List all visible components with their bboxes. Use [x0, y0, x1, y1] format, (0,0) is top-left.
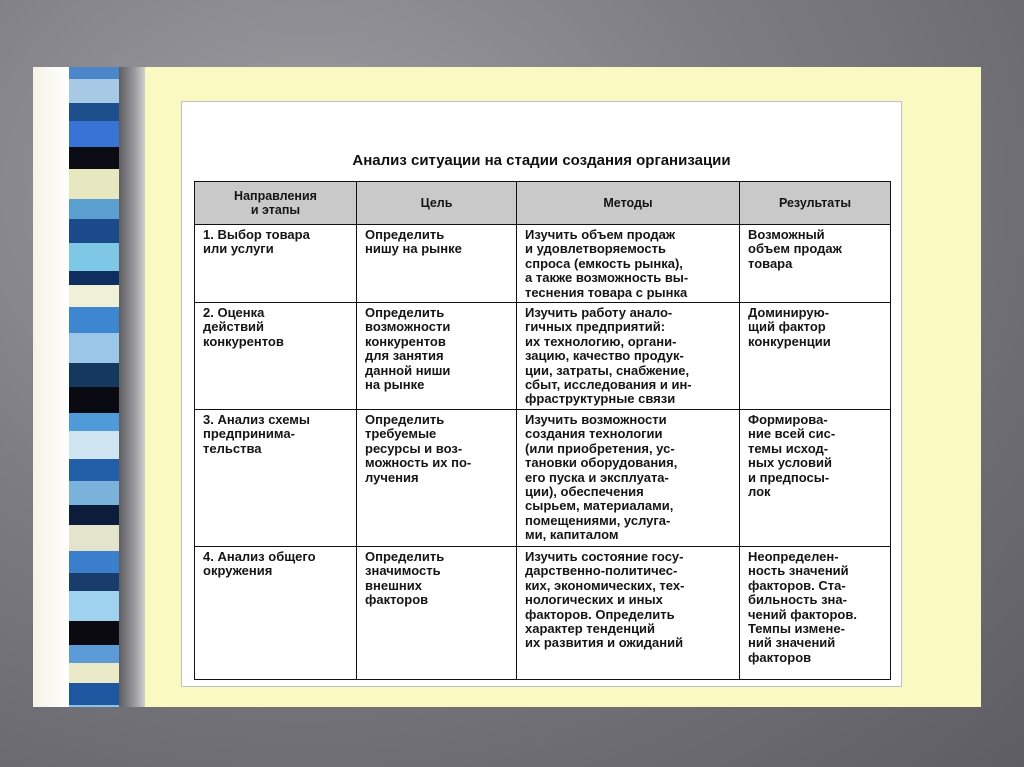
cell-stage: 2. Оценка действий конкурентов — [195, 303, 357, 410]
decorative-stripe — [69, 169, 119, 199]
cell-methods: Изучить работу анало- гичных предприятий: их технологию, органи- зацию, качество продук- ции, затраты, снабжение, сбыт, исследования и ин- фраструктурные связи — [517, 303, 740, 410]
decorative-stripe — [69, 481, 119, 505]
slide-left-white-band — [33, 67, 69, 707]
document-title: Анализ ситуации на стадии создания организации — [352, 152, 731, 169]
cell-methods: Изучить объем продаж и удовлетворяемость спроса (емкость рынка), а также возможность вы- теснения товара с рынка — [517, 225, 740, 303]
decorative-stripe — [69, 591, 119, 621]
scanned-document — [181, 101, 902, 687]
cell-stage: 1. Выбор товара или услуги — [195, 225, 357, 303]
decorative-stripe — [69, 363, 119, 387]
table-header-row — [195, 182, 891, 225]
decorative-stripe — [69, 307, 119, 333]
decorative-stripe — [69, 413, 119, 431]
cell-results: Неопределен- ность значений факторов. Ста- бильность зна- чений факторов. Темпы измене- ний значений факторов — [740, 547, 891, 680]
decorative-stripe — [69, 67, 119, 79]
header-results: Результаты — [740, 182, 891, 225]
cell-goal: Определить значимость внешних факторов — [357, 547, 517, 680]
cell-stage: 4. Анализ общего окружения — [195, 547, 357, 680]
decorative-stripe — [69, 219, 119, 243]
decorative-stripe — [69, 243, 119, 271]
analysis-table — [194, 181, 891, 680]
cell-results: Доминирую- щий фактор конкуренции — [740, 303, 891, 410]
decorative-stripe — [69, 387, 119, 413]
decorative-stripe — [69, 645, 119, 663]
decorative-stripe — [69, 551, 119, 573]
decorative-stripe — [69, 271, 119, 285]
decorative-stripe — [69, 573, 119, 591]
cell-stage: 3. Анализ схемы предпринима- тельства — [195, 410, 357, 547]
decorative-stripe — [69, 431, 119, 459]
cell-goal: Определить требуемые ресурсы и воз- можность их по- лучения — [357, 410, 517, 547]
decorative-stripe — [69, 705, 119, 707]
decorative-stripe — [69, 121, 119, 147]
decorative-stripe — [69, 505, 119, 525]
cell-goal: Определить возможности конкурентов для занятия данной ниши на рынке — [357, 303, 517, 410]
slide-gray-band — [119, 67, 145, 707]
header-stages: Направления и этапы — [195, 182, 357, 225]
decorative-stripe — [69, 79, 119, 103]
cell-methods: Изучить состояние госу- дарственно-политичес- ких, экономических, тех- нологических и иных факторов. Определить характер тенденций их развития и ожиданий — [517, 547, 740, 680]
decorative-stripe — [69, 199, 119, 219]
cell-results: Формирова- ние всей сис- темы исход- ных условий и предпосы- лок — [740, 410, 891, 547]
table-row — [195, 303, 891, 410]
decorative-stripe — [69, 333, 119, 363]
decorative-stripes — [69, 67, 119, 707]
decorative-stripe — [69, 525, 119, 551]
decorative-stripe — [69, 663, 119, 683]
table-row — [195, 547, 891, 680]
cell-results: Возможный объем продаж товара — [740, 225, 891, 303]
cell-goal: Определить нишу на рынке — [357, 225, 517, 303]
header-methods: Методы — [517, 182, 740, 225]
table-row — [195, 225, 891, 303]
decorative-stripe — [69, 147, 119, 169]
decorative-stripe — [69, 683, 119, 705]
table-row — [195, 410, 891, 547]
decorative-stripe — [69, 459, 119, 481]
decorative-stripe — [69, 621, 119, 645]
cell-methods: Изучить возможности создания технологии (или приобретения, ус- тановки оборудования, его пуска и эксплуата- ции), обеспечения сырьем, материалами, помещениями, услуга- ми, капиталом — [517, 410, 740, 547]
decorative-stripe — [69, 285, 119, 307]
header-goal: Цель — [357, 182, 517, 225]
decorative-stripe — [69, 103, 119, 121]
